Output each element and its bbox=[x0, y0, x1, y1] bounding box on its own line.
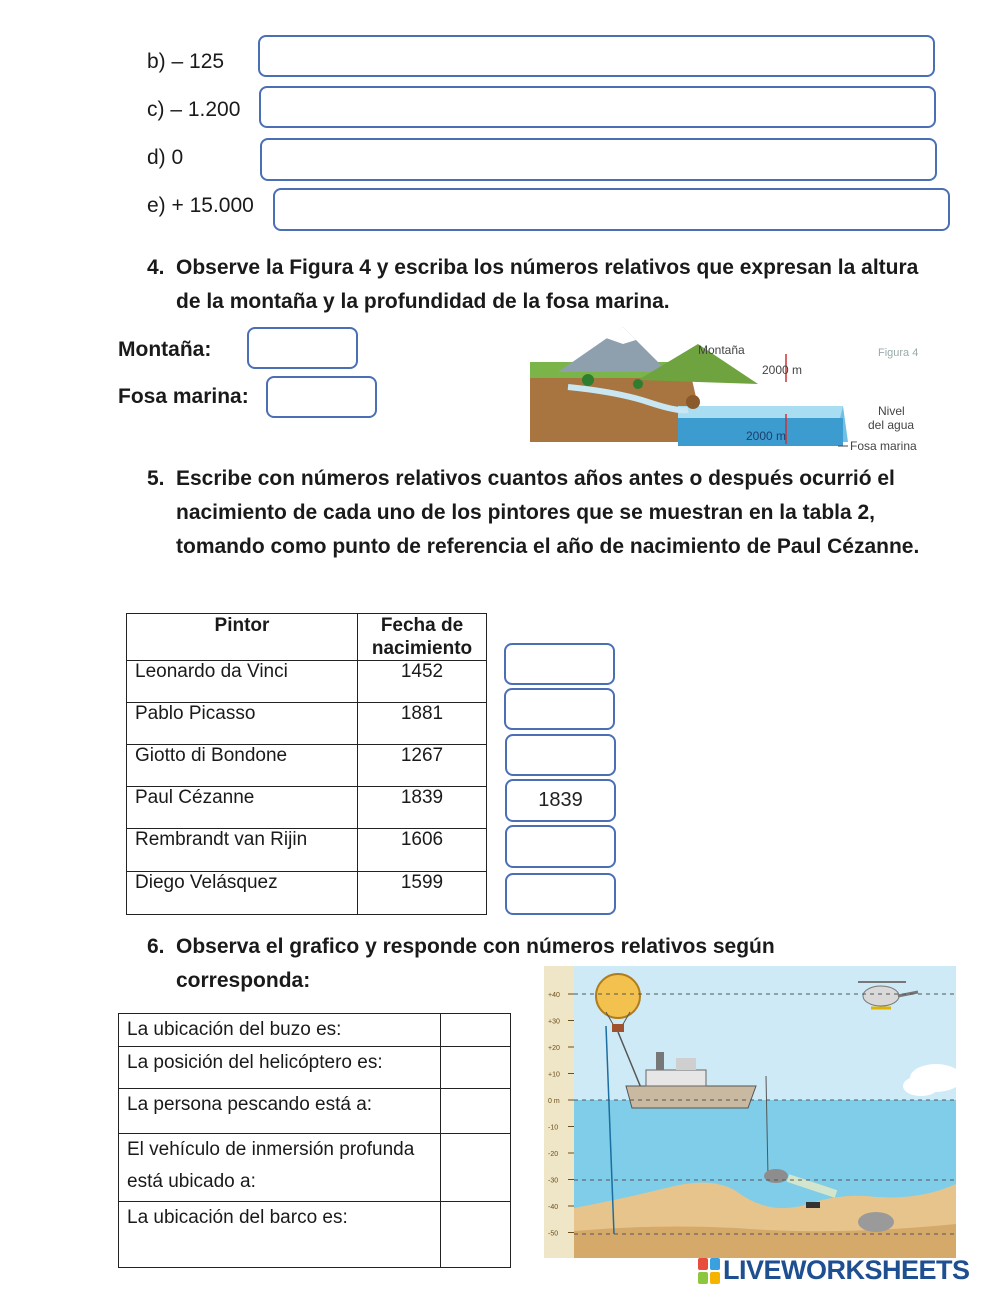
figure-height-text: 2000 m bbox=[762, 363, 803, 377]
question-text: La ubicación del buzo es: bbox=[119, 1014, 441, 1047]
question-text: La ubicación del barco es: bbox=[119, 1202, 441, 1268]
answer-cell[interactable] bbox=[441, 1134, 511, 1202]
q6-number: 6. bbox=[147, 935, 165, 958]
painter-answer-0[interactable] bbox=[504, 643, 615, 685]
painter-year: 1452 bbox=[358, 661, 487, 703]
table-row bbox=[119, 1134, 511, 1202]
scale-tick-label: +40 bbox=[548, 992, 560, 999]
mountain-label: Montaña: bbox=[118, 338, 212, 361]
painter-answer-5[interactable] bbox=[505, 873, 616, 915]
scale-tick-label: -50 bbox=[548, 1230, 559, 1238]
q3-item-b-answer[interactable] bbox=[258, 35, 935, 77]
painter-answer-4[interactable] bbox=[505, 825, 616, 868]
answer-cell[interactable] bbox=[441, 1047, 511, 1089]
painter-year: 1599 bbox=[358, 872, 487, 915]
painter-name: Giotto di Bondone bbox=[127, 745, 358, 787]
painter-year: 1839 bbox=[358, 787, 487, 829]
figure-mountain-text: Montaña bbox=[698, 343, 745, 357]
painter-year: 1267 bbox=[358, 745, 487, 787]
scale-tick-label: -40 bbox=[548, 1204, 559, 1211]
painter-year: 1881 bbox=[358, 703, 487, 745]
sea-scene-graphic bbox=[536, 966, 958, 1258]
header-birth-date: Fecha de nacimiento bbox=[358, 614, 487, 661]
trench-label: Fosa marina: bbox=[118, 385, 249, 408]
scale-tick-label: -20 bbox=[548, 1151, 559, 1158]
mountain-answer[interactable] bbox=[247, 327, 358, 369]
scale-tick-label: +10 bbox=[548, 1071, 560, 1079]
table-row bbox=[127, 872, 487, 915]
painter-answer-1[interactable] bbox=[504, 688, 615, 730]
figure-4-mountain-trench bbox=[528, 322, 940, 452]
q5-text: Escribe con números relativos cuantos años antes o después ocurrió el nacimiento de cada uno de los pintores que se muestran en la tabla 2, tomando como punto de referencia el año de nacimiento de Paul Cézanne. bbox=[176, 467, 920, 558]
painter-answer-3[interactable]: 1839 bbox=[505, 779, 616, 822]
q3-item-d-label: d) 0 bbox=[147, 146, 184, 169]
question-text: La posición del helicóptero es: bbox=[119, 1047, 441, 1089]
brand-text: LIVEWORKSHEETS bbox=[723, 1255, 970, 1285]
question-text: La persona pescando está a: bbox=[119, 1089, 441, 1134]
q4-text: Observe la Figura 4 y escriba los números relativos que expresan la altura de la montaña y la profundidad de la fosa marina. bbox=[176, 256, 919, 313]
table-row bbox=[127, 829, 487, 872]
painters-table bbox=[126, 613, 487, 915]
scale-tick-label: -30 bbox=[548, 1177, 559, 1185]
q6-text: Observa el grafico y responde con números relativos según corresponda: bbox=[176, 935, 775, 992]
table-row bbox=[127, 703, 487, 745]
questions-table bbox=[118, 1013, 511, 1268]
table-row bbox=[119, 1089, 511, 1134]
q4-prompt bbox=[147, 251, 937, 319]
q3-item-c-label: c) – 1.200 bbox=[147, 98, 241, 121]
painter-answer-2[interactable] bbox=[505, 734, 616, 776]
table-row bbox=[127, 661, 487, 703]
q3-item-c-answer[interactable] bbox=[259, 86, 936, 128]
scale-tick-label: -10 bbox=[548, 1124, 559, 1132]
figure-trench-text: Fosa marina bbox=[850, 439, 917, 452]
figure-water-level-1: Nivel bbox=[878, 404, 905, 418]
q5-prompt bbox=[147, 462, 947, 564]
scale-tick-label: 0 m bbox=[548, 1098, 560, 1105]
answer-cell[interactable] bbox=[441, 1202, 511, 1268]
table-row bbox=[119, 1014, 511, 1047]
scale-tick-label: +30 bbox=[548, 1018, 560, 1026]
table-row bbox=[119, 1047, 511, 1089]
painter-year: 1606 bbox=[358, 829, 487, 872]
liveworksheets-logo bbox=[698, 1255, 970, 1286]
table-row bbox=[127, 745, 487, 787]
painter-name: Pablo Picasso bbox=[127, 703, 358, 745]
painter-name: Diego Velásquez bbox=[127, 872, 358, 915]
q3-item-e-answer[interactable] bbox=[273, 188, 950, 231]
figure-depth-text: 2000 m bbox=[746, 429, 787, 443]
q3-item-e-label: e) + 15.000 bbox=[147, 194, 254, 217]
q3-item-d-answer[interactable] bbox=[260, 138, 937, 181]
table-row bbox=[127, 787, 487, 829]
table-row bbox=[119, 1202, 511, 1268]
answer-cell[interactable] bbox=[441, 1089, 511, 1134]
header-painter: Pintor bbox=[127, 614, 358, 661]
question-text: El vehículo de inmersión profunda está ubicado a: bbox=[119, 1134, 441, 1202]
painter-name: Rembrandt van Rijin bbox=[127, 829, 358, 872]
figure-water-level-2: del agua bbox=[868, 418, 915, 432]
painter-name: Paul Cézanne bbox=[127, 787, 358, 829]
q5-number: 5. bbox=[147, 467, 165, 490]
trench-answer[interactable] bbox=[266, 376, 377, 418]
scale-tick-label: +20 bbox=[548, 1045, 560, 1052]
liveworksheets-icon bbox=[698, 1258, 720, 1284]
figure-caption: Figura 4 bbox=[878, 347, 919, 359]
q4-number: 4. bbox=[147, 256, 165, 279]
painter-name: Leonardo da Vinci bbox=[127, 661, 358, 703]
q3-item-b-label: b) – 125 bbox=[147, 50, 225, 73]
answer-cell[interactable] bbox=[441, 1014, 511, 1047]
